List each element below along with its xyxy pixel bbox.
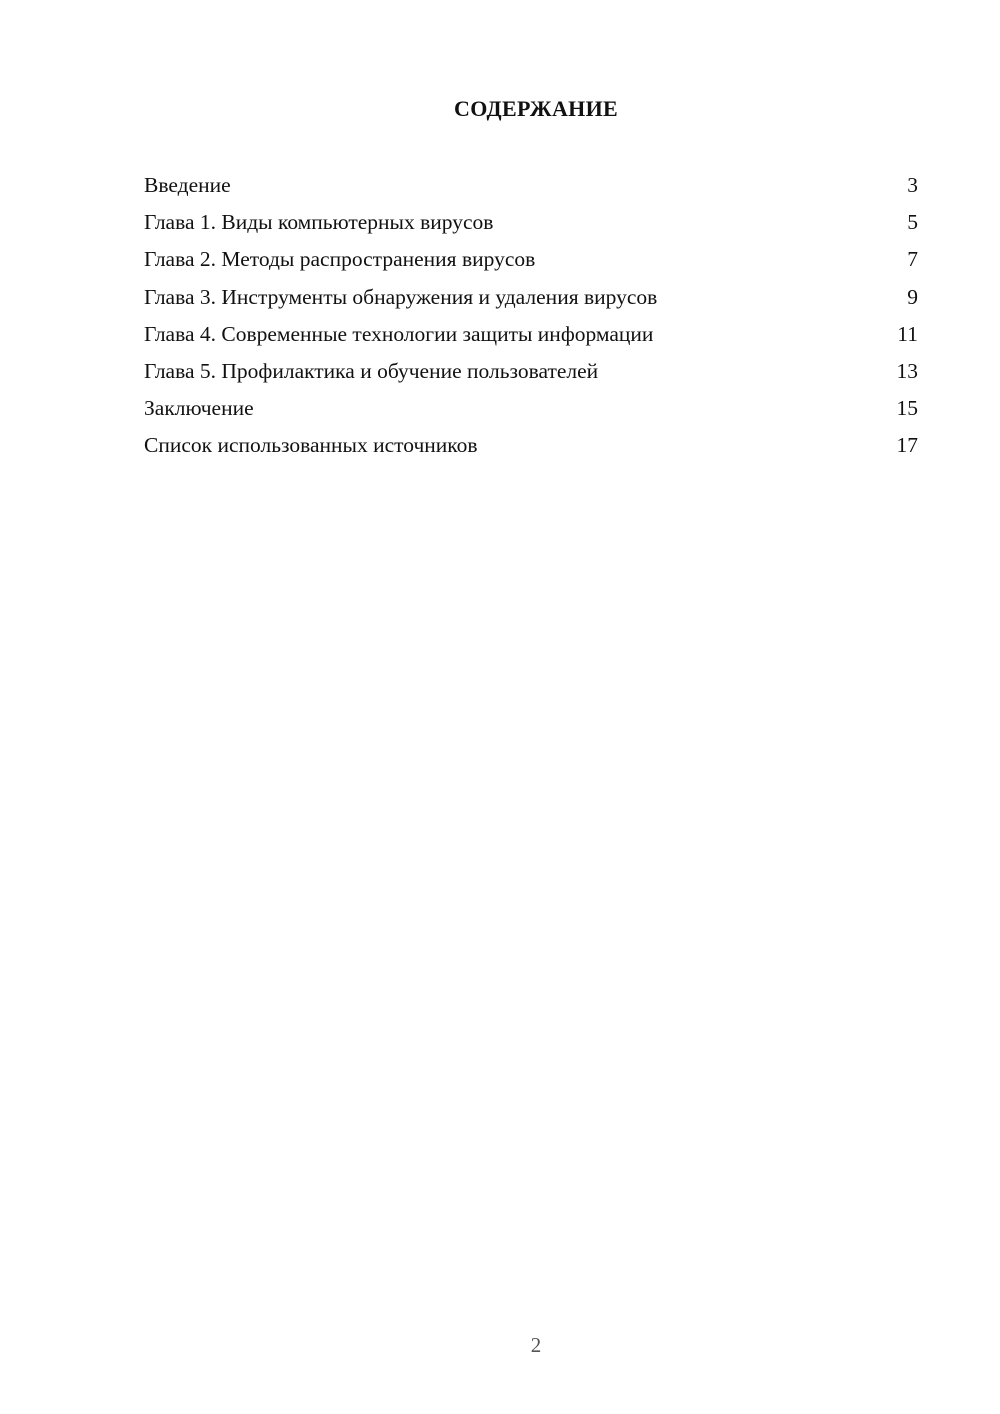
- toc-entry-chapter-5: [144, 356, 918, 393]
- toc-entry-page: 13: [896, 358, 918, 383]
- toc-entry-conclusion: [144, 393, 918, 430]
- toc-entry-label: Глава 4. Современные технологии защиты информации: [144, 321, 654, 346]
- toc-entry-page: 5: [907, 210, 918, 235]
- toc-entry-chapter-3: [144, 282, 918, 319]
- toc-entry-label: Глава 3. Инструменты обнаружения и удаления вирусов: [144, 284, 658, 309]
- toc-entry-label: Введение: [144, 173, 231, 197]
- toc-entry-page: 15: [896, 396, 918, 421]
- toc-entry-label: Список использованных источников: [144, 433, 478, 458]
- toc-entry-label: Глава 2. Методы распространения вирусов: [144, 247, 536, 272]
- toc-entry-label: Заключение: [144, 396, 254, 421]
- toc-entry-label: Глава 5. Профилактика и обучение пользователей: [144, 358, 599, 383]
- toc-title: СОДЕРЖАНИЕ: [454, 96, 618, 121]
- toc-entry-page: 11: [897, 321, 918, 346]
- toc-entry-page: 9: [907, 284, 918, 309]
- table-of-contents: [144, 170, 918, 468]
- toc-entry-page: 3: [907, 173, 918, 197]
- toc-entry-label: Глава 1. Виды компьютерных вирусов: [144, 210, 494, 235]
- toc-entry-chapter-2: [144, 244, 918, 281]
- toc-entry-chapter-1: [144, 207, 918, 244]
- toc-entry-page: 17: [896, 433, 918, 458]
- toc-entry-page: 7: [907, 247, 918, 272]
- toc-entry-introduction: [144, 170, 918, 207]
- toc-entry-references: [144, 430, 918, 467]
- toc-entry-chapter-4: [144, 319, 918, 356]
- page-number: 2: [530, 1333, 542, 1357]
